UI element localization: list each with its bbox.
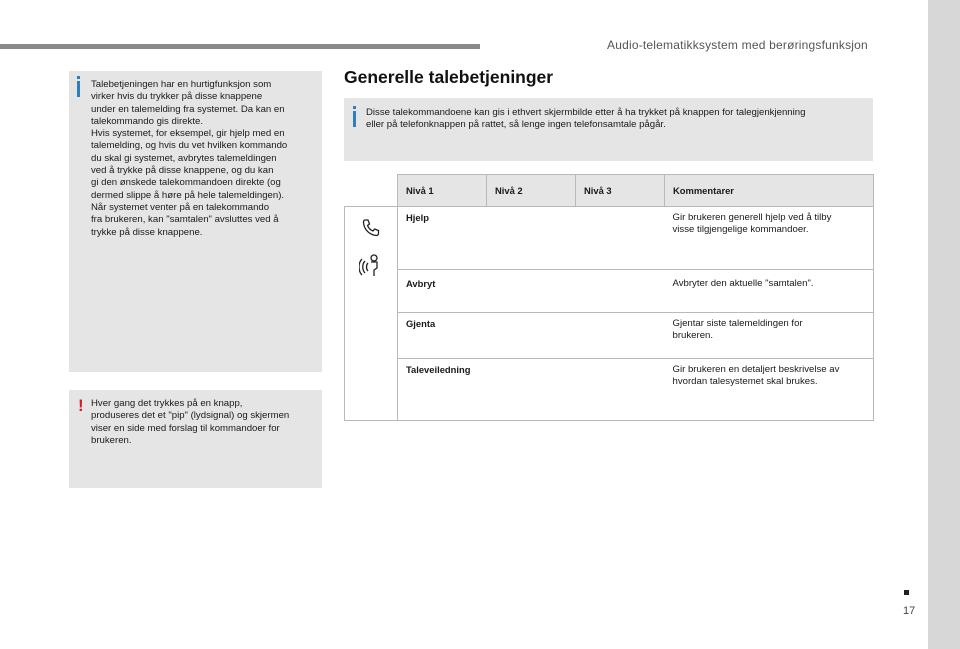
info-note-text: Talebetjeningen har en hurtigfunksjon som virker hvis du trykker på disse knappene under en talemelding fra systemet. Da kan en talekommando gis direkte. Hvis systemet, for eksempel, gir hjelp med en talemelding, og hvis du vet hvilken kommando du skal gi systemet, avbrytes talemeldingen ved å trykke på disse knappene, og du kan gi den ønskede talekommandoen direkte (og dermed slippe å høre på hele talemeldingen). Når systemet venter på en talekommando fra brukeren, kan "samtalen" avsluttes ved å trykke på disse knappene.: [91, 79, 288, 238]
intro-note-text: Disse talekommandoene kan gis i ethvert skjermbilde etter å ha trykket på knappen for talegjenkjenning eller på telefonknappen på rattet, så lenge ingen telefonsamtale pågår.: [366, 107, 806, 131]
table-row: [345, 359, 874, 421]
section-title: Generelle talebetjeninger: [344, 67, 554, 87]
table-header-level2: Nivå 2: [487, 175, 576, 207]
phone-icon: [360, 217, 382, 239]
level3-cell: [576, 207, 665, 270]
level3-cell: [576, 359, 665, 421]
warning-note: [69, 390, 322, 488]
voice-command-icon: [359, 253, 383, 279]
table-header-row: [345, 175, 874, 207]
command-icons-cell: [345, 207, 398, 421]
page-marker: [904, 590, 909, 595]
warning-note-text: Hver gang det trykkes på en knapp, produseres det et "pip" (lydsignal) og skjermen viser en side med forslag til kommandoer for brukeren.: [91, 398, 290, 446]
warning-icon: !: [78, 396, 84, 415]
table-row: [345, 270, 874, 313]
level1-cell: Gjenta: [398, 313, 487, 359]
info-note: [69, 71, 322, 372]
comment-cell: Gir brukeren generell hjelp ved å tilby visse tilgjengelige kommandoer.: [665, 207, 874, 270]
table-header-comments: Kommentarer: [665, 175, 874, 207]
level2-cell: [487, 270, 576, 313]
comment-cell: Gir brukeren en detaljert beskrivelse av hvordan talesystemet skal brukes.: [665, 359, 874, 421]
table-header-level1: Nivå 1: [398, 175, 487, 207]
level2-cell: [487, 207, 576, 270]
table-row: [345, 207, 874, 270]
voice-commands-table: [344, 174, 874, 421]
level3-cell: [576, 313, 665, 359]
level2-cell: [487, 313, 576, 359]
info-icon: [77, 81, 80, 97]
comment-cell: Gjentar siste talemeldingen for brukeren.: [665, 313, 874, 359]
level1-cell: Avbryt: [398, 270, 487, 313]
table-row: [345, 313, 874, 359]
header-title: Audio-telematikksystem med berøringsfunksjon: [607, 38, 868, 52]
level3-cell: [576, 270, 665, 313]
level2-cell: [487, 359, 576, 421]
table-header-level3: Nivå 3: [576, 175, 665, 207]
level1-cell: Hjelp: [398, 207, 487, 270]
level1-cell: Taleveiledning: [398, 359, 487, 421]
header-rule: [0, 44, 480, 49]
page-edge-band: [928, 0, 960, 649]
page-number: 17: [903, 605, 916, 617]
info-icon: [353, 111, 356, 127]
comment-cell: Avbryter den aktuelle "samtalen".: [665, 270, 874, 313]
table-header-blank: [345, 175, 398, 207]
intro-note: [344, 98, 873, 161]
